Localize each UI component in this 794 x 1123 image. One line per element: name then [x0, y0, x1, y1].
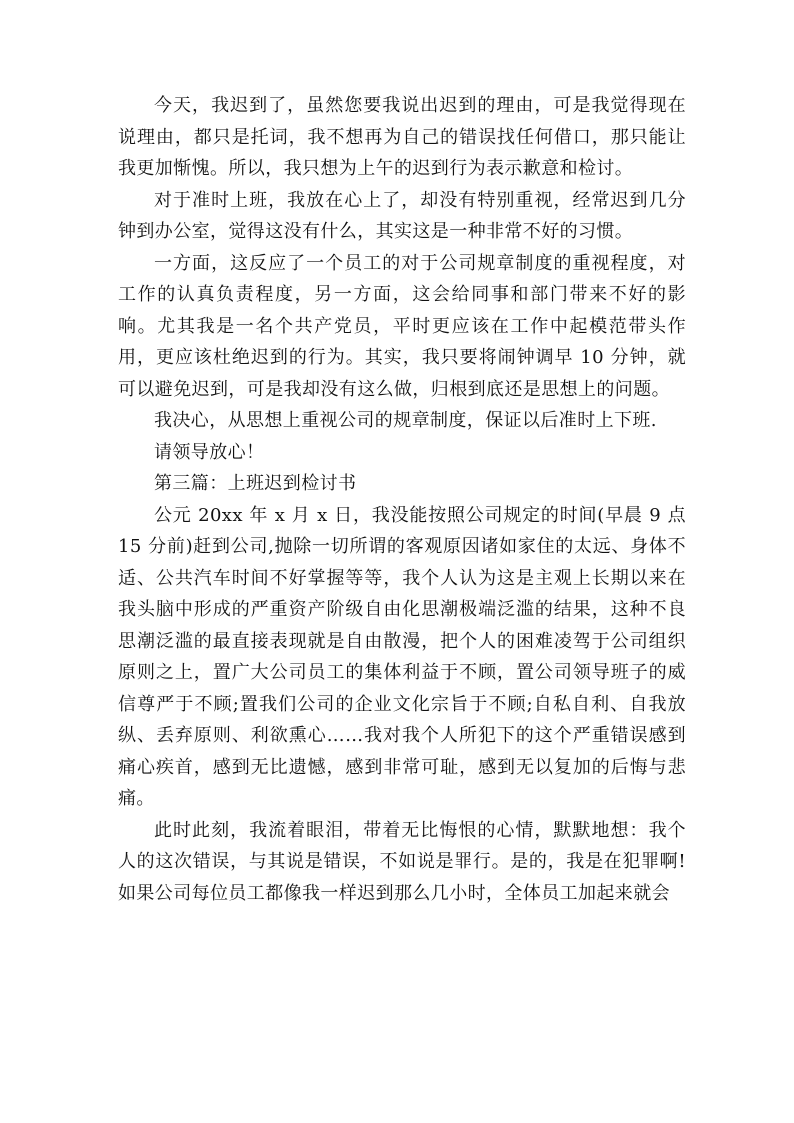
paragraph-2: 对于准时上班，我放在心上了，却没有特别重视，经常迟到几分钟到办公室，觉得这没有什么，其实这是一种非常不好的习惯。 [118, 189, 686, 242]
paragraph-1: 今天，我迟到了，虽然您要我说出迟到的理由，可是我觉得现在说理由，都只是托词，我不想再为自己的错误找任何借口，那只能让我更加惭愧。所以，我只想为上午的迟到行为表示歉意和检讨。 [118, 95, 686, 179]
section-heading: 第三篇：上班迟到检讨书 [154, 473, 357, 494]
paragraph-8: 此时此刻，我流着眼泪，带着无比悔恨的心情，默默地想：我个人的这次错误，与其说是错误，不如说是罪行。是的，我是在犯罪啊!如果公司每位员工都像我一样迟到那么几小时，全体员工加起来就会 [118, 819, 686, 904]
paragraph-5: 请领导放心！ [154, 441, 265, 463]
paragraph-7: 公元 20xx 年 x 月 x 日，我没能按照公司规定的时间(早晨 9 点 15 分前)赶到公司,抛除一切所谓的客观原因诸如家住的太远、身体不适、公共汽车时间不好掌握等等，我个人认为这是主观上长期以来在我头脑中形成的严重资产阶级自由化思潮极端泛滥的结果，这种不良思潮泛滥的最直接表现就是自由散漫，把个人的困难凌驾于公司组织原则之上，置广大公司员工的集体利益于不顾，置公司领导班子的威信尊严于不顾;置我们公司的企业文化宗旨于不顾;自私自利、自我放纵、丢弃原则、利欲熏心……我对我个人所犯下的这个严重错误感到痛心疾首，感到无比遗憾，感到非常可耻，感到无以复加的后悔与悲痛。 [118, 504, 686, 809]
paragraph-3: 一方面，这反应了一个员工的对于公司规章制度的重视程度，对工作的认真负责程度，另一方面，这会给同事和部门带来不好的影响。尤其我是一名个共产党员，平时更应该在工作中起模范带头作用，更应该杜绝迟到的行为。其实，我只要将闹钟调早 10 分钟，就可以避免迟到，可是我却没有这么做，归根到底还是思想上的问题。 [118, 252, 686, 400]
paragraph-4: 我决心，从思想上重视公司的规章制度，保证以后准时上下班. [154, 410, 657, 431]
